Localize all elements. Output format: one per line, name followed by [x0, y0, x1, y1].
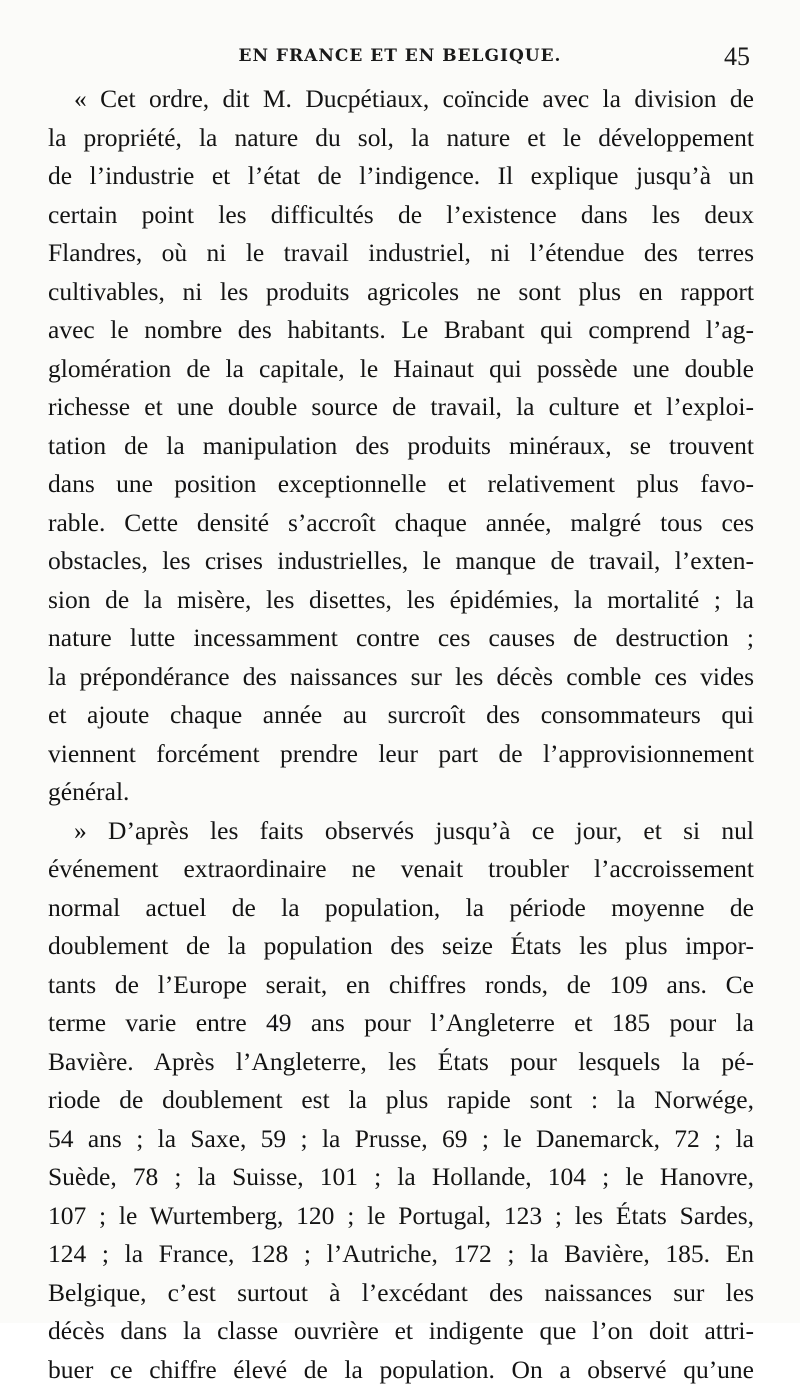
text-line: général.	[48, 773, 754, 812]
text-line: tation de la manipulation des produits minéraux, se trouvent	[48, 427, 754, 466]
text-line: Bavière. Après l’Angleterre, les États pour lesquels la pé-	[48, 1043, 754, 1082]
text-line: Belgique, c’est surtout à l’excédant des naissances sur les	[48, 1274, 754, 1313]
page-number: 45	[724, 42, 750, 72]
text-line: buer ce chiffre élevé de la population. On a observé qu’une	[48, 1351, 754, 1389]
text-line: décès dans la classe ouvrière et indigente que l’on doit attri-	[48, 1312, 754, 1351]
text-line: et ajoute chaque année au surcroît des consommateurs qui	[48, 696, 754, 735]
text-line: Suède, 78 ; la Suisse, 101 ; la Hollande, 104 ; le Hanovre,	[48, 1158, 754, 1197]
text-line: événement extraordinaire ne venait troubler l’accroissement	[48, 850, 754, 889]
text-line: de l’industrie et l’état de l’indigence. Il explique jusqu’à un	[48, 157, 754, 196]
text-line: richesse et une double source de travail, la culture et l’exploi-	[48, 388, 754, 427]
text-line: tants de l’Europe serait, en chiffres ronds, de 109 ans. Ce	[48, 966, 754, 1005]
running-head	[48, 42, 752, 78]
text-line: 54 ans ; la Saxe, 59 ; la Prusse, 69 ; le Danemarck, 72 ; la	[48, 1120, 754, 1159]
text-line: glomération de la capitale, le Hainaut qui possède une double	[48, 350, 754, 389]
text-line: dans une position exceptionnelle et relativement plus favo-	[48, 465, 754, 504]
text-line: obstacles, les crises industrielles, le manque de travail, l’exten-	[48, 542, 754, 581]
text-line: » D’après les faits observés jusqu’à ce jour, et si nul	[48, 812, 754, 851]
text-line: sion de la misère, les disettes, les épidémies, la mortalité ; la	[48, 581, 754, 620]
text-line: cultivables, ni les produits agricoles ne sont plus en rapport	[48, 273, 754, 312]
text-line: viennent forcément prendre leur part de l’approvisionnement	[48, 735, 754, 774]
body-text	[48, 80, 754, 1389]
running-title: EN FRANCE ET EN BELGIQUE.	[48, 46, 752, 66]
text-line: 107 ; le Wurtemberg, 120 ; le Portugal, 123 ; les États Sardes,	[48, 1197, 754, 1236]
text-line: avec le nombre des habitants. Le Brabant qui comprend l’ag-	[48, 311, 754, 350]
text-line: normal actuel de la population, la période moyenne de	[48, 889, 754, 928]
text-line: terme varie entre 49 ans pour l’Angleterre et 185 pour la	[48, 1004, 754, 1043]
text-line: 124 ; la France, 128 ; l’Autriche, 172 ; la Bavière, 185. En	[48, 1235, 754, 1274]
text-line: rable. Cette densité s’accroît chaque année, malgré tous ces	[48, 504, 754, 543]
text-line: « Cet ordre, dit M. Ducpétiaux, coïncide avec la division de	[48, 80, 754, 119]
text-line: la prépondérance des naissances sur les décès comble ces vides	[48, 658, 754, 697]
text-line: la propriété, la nature du sol, la nature et le développement	[48, 119, 754, 158]
text-line: certain point les difficultés de l’existence dans les deux	[48, 196, 754, 235]
text-line: riode de doublement est la plus rapide sont : la Norwége,	[48, 1081, 754, 1120]
text-line: nature lutte incessamment contre ces causes de destruction ;	[48, 619, 754, 658]
text-line: Flandres, où ni le travail industriel, ni l’étendue des terres	[48, 234, 754, 273]
text-line: doublement de la population des seize États les plus impor-	[48, 927, 754, 966]
